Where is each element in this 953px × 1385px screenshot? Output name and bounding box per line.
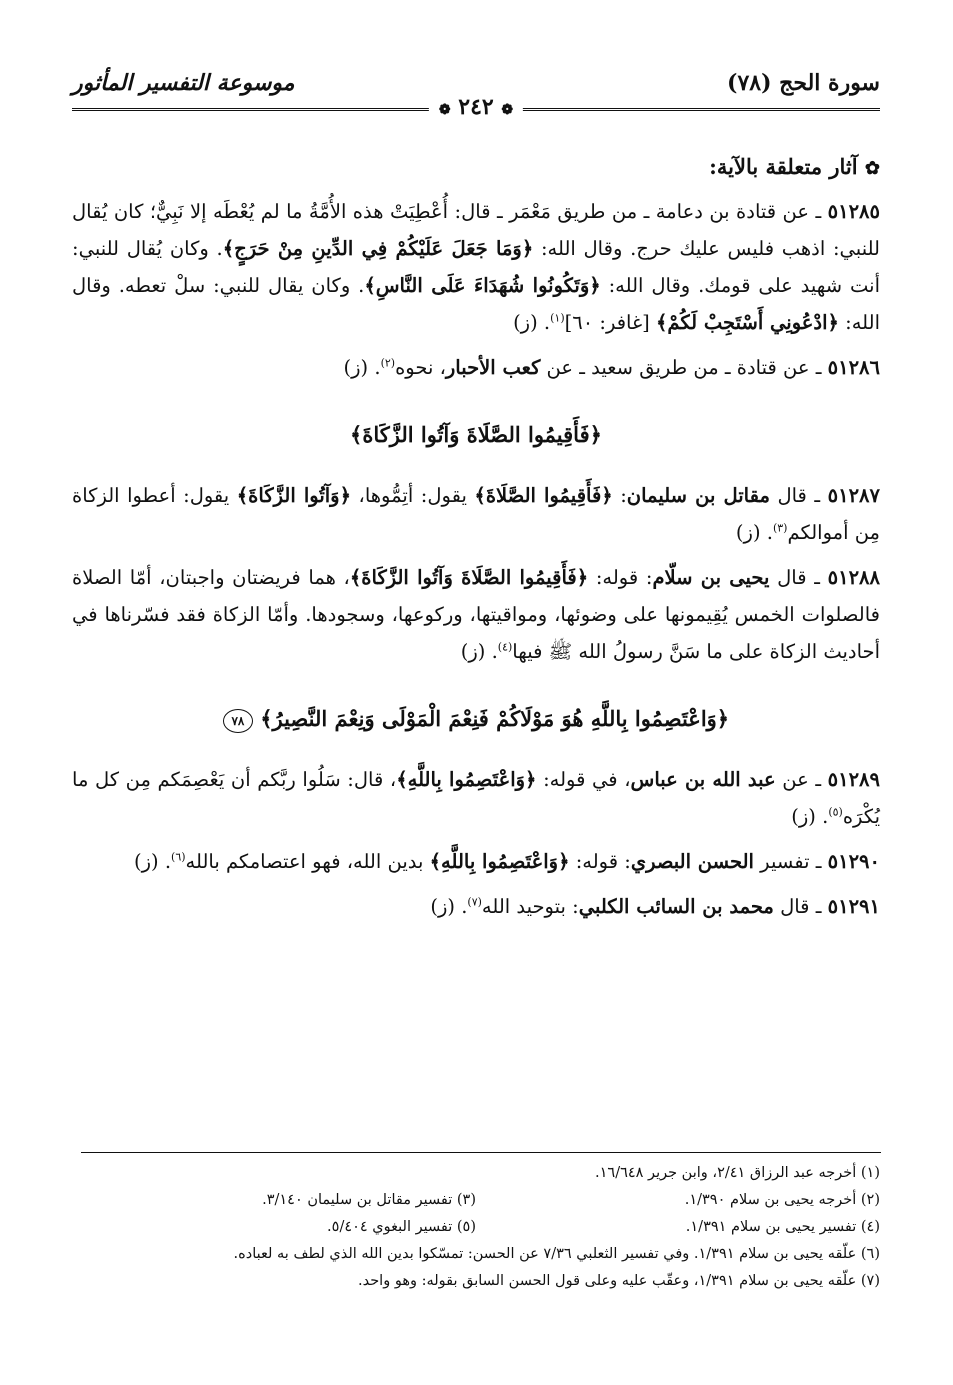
quran-quote: ﴿فَأَقِيمُوا الصَّلَاةَ وَآتُوا الزَّكَاةَ﴾ — [349, 566, 589, 589]
entry-text: ، في قوله: — [536, 768, 631, 791]
page-header — [72, 70, 880, 130]
entry-text: بدين الله، فهو اعتصامكم بالله — [185, 850, 430, 873]
footnotes — [72, 1160, 880, 1295]
ornament-icon: ❁ — [438, 102, 451, 118]
footnote-ref[interactable]: (٢) — [380, 356, 396, 370]
quran-quote: ﴿وَمَا جَعَلَ عَلَيْكُمْ فِي الدِّينِ مِنْ حَرَجٍ﴾ — [222, 237, 534, 260]
entry-number: ٥١٢٨٦ — [827, 356, 880, 379]
entry-text: ـ قال — [773, 895, 828, 918]
quran-quote: ﴿وَتَكُونُوا شُهَدَاءَ عَلَى النَّاسِ﴾ — [364, 274, 601, 297]
entry-number: ٥١٢٩١ — [827, 895, 880, 918]
footnote-row — [72, 1214, 880, 1241]
entry-text: ، هما فريضتان واجبتان، أمّا الصلاة فالصلوات الخمس يُقِيمونها على وضوئها، ومواقيتها، وركوعها، وسجودها. وأمّا الزكاة فقد فسّرناها في أحاديث الزكاة على ما سَنَّ رسولُ الله ﷺ فيها — [72, 566, 880, 663]
footnote-ref[interactable]: (٥) — [828, 805, 843, 819]
entry-51288 — [72, 559, 880, 670]
entry-text: : قوله: — [588, 566, 653, 589]
section-title: آثار متعلقة بالآية: — [709, 154, 858, 179]
entry-text: : — [612, 484, 627, 507]
footnote-ref[interactable]: (٧) — [467, 895, 482, 909]
entry-number: ٥١٢٨٥ — [827, 200, 880, 223]
entry-text: [غافر: ٦٠] — [564, 311, 656, 334]
footnote-ref[interactable]: (٦) — [171, 850, 186, 864]
entry-text: ـ قال — [769, 566, 828, 589]
entry-end: . (ز) — [430, 895, 468, 918]
footnote-5: (٥) تفسير البغوي ٥/٤٠٤. — [327, 1219, 476, 1235]
ayah-number-icon: ٧٨ — [223, 709, 253, 733]
entry-51289 — [72, 761, 880, 835]
entry-text: ـ قال — [769, 484, 828, 507]
footnote-ref[interactable]: (١) — [550, 311, 565, 325]
quran-quote: ﴿وَاعْتَصِمُوا بِاللَّهِ﴾ — [429, 850, 570, 873]
footnote-row — [72, 1187, 880, 1214]
ayah-heading — [72, 700, 880, 737]
entry-text: : قوله: — [569, 850, 631, 873]
book-title: موسوعة التفسير المأثور — [72, 70, 295, 96]
entry-text: : بتوحيد الله — [481, 895, 579, 918]
entry-end: . (ز) — [735, 521, 773, 544]
entry-number: ٥١٢٩٠ — [827, 850, 880, 873]
surah-title: سورة الحج (٧٨) — [727, 70, 880, 96]
ayah-heading: ﴿فَأَقِيمُوا الصَّلَاةَ وَآتُوا الزَّكَاةَ﴾ — [350, 422, 602, 447]
footnote-ref[interactable]: (٣) — [772, 521, 788, 535]
main-text — [72, 148, 880, 933]
ornament-icon: ❁ — [501, 102, 514, 118]
entry-text: ـ عن — [775, 768, 828, 791]
narrator-name: مقاتل بن سليمان — [626, 484, 770, 507]
entry-51291 — [72, 888, 880, 925]
quran-quote: ﴿ادْعُونِي أَسْتَجِبْ لَكُمْ﴾ — [655, 311, 839, 334]
entry-text: . وكان يقال للنبي: سلْ تعطه. وقال الله: — [72, 274, 880, 334]
entry-text: ـ عن قتادة ـ من طريق سعيد ـ عن — [540, 356, 828, 379]
entry-text: ، قال: سَلُوا ربَّكم أن يَعْصِمَكم مِن كل ما يُكْرَه — [72, 768, 880, 828]
entry-text: يقول: أتِمُّوها، — [351, 484, 475, 507]
entry-end: . (ز) — [133, 850, 172, 873]
entry-number: ٥١٢٨٩ — [827, 768, 880, 791]
footnote-ref[interactable]: (٤) — [497, 640, 513, 654]
narrator-name: كعب الأحبار — [445, 356, 541, 379]
entry-number: ٥١٢٨٨ — [827, 566, 880, 589]
entry-end: . (ز) — [343, 356, 381, 379]
narrator-name: يحيى بن سلّام — [652, 566, 770, 589]
footnote-4: (٤) تفسير يحيى بن سلام ١/٣٩١. — [685, 1219, 880, 1235]
narrator-name: عبد الله بن عباس — [630, 768, 776, 791]
section-heading — [72, 148, 880, 187]
entry-text: . وكان يُقال للنبي: أنت شهيد على قومك. وقال الله: — [72, 237, 880, 297]
quran-quote: ﴿وَآتُوا الزَّكَاةَ﴾ — [236, 484, 352, 507]
footnote-6: (٦) علّقه يحيى بن سلام ١/٣٩١. وفي تفسير الثعلبي ٧/٣٦ عن الحسن: تمسّكوا بدين الله الذي لطف به لعباده. — [233, 1246, 880, 1262]
footnote-3: (٣) تفسير مقاتل بن سليمان ٣/١٤٠. — [262, 1192, 476, 1208]
page-number: ٢٤٢ — [458, 94, 494, 120]
narrator-name: الحسن البصري — [630, 850, 754, 873]
footnote-1: (١) أخرجه عبد الرزاق ٢/٤١، وابن جرير ١٦/٦٤٨. — [595, 1165, 880, 1181]
quran-quote: ﴿وَاعْتَصِمُوا بِاللَّهِ﴾ — [396, 768, 537, 791]
entry-51290 — [72, 843, 880, 880]
footnote-7: (٧) علّقه يحيى بن سلام ١/٣٩١، وعقّب عليه وعلى قول الحسن السابق بقوله: وهو واحد. — [358, 1273, 880, 1289]
entry-51286 — [72, 349, 880, 386]
entry-text: ، نحوه — [395, 356, 446, 379]
entry-text: ـ عن قتادة بن دعامة ـ من طريق مَعْمَر ـ قال: أُعْطِيَتْ هذه الأُمَّةُ ما لم يُعْطَه إلا نَبِيٌّ؛ كان يُقال للنبي: اذهب فليس عليك حرج. وقال الله: — [72, 200, 880, 260]
entry-end: . (ز) — [791, 805, 829, 828]
entry-end: . (ز) — [460, 640, 498, 663]
entry-end: . (ز) — [513, 311, 551, 334]
narrator-name: محمد بن السائب الكلبي — [578, 895, 774, 918]
footnote-2: (٢) أخرجه يحيى بن سلام ١/٣٩٠. — [684, 1192, 880, 1208]
ayah-text: ﴿وَاعْتَصِمُوا بِاللَّهِ هُوَ مَوْلَاكُمْ فَنِعْمَ الْمَوْلَى وَنِعْمَ النَّصِيرُ﴾ — [260, 706, 730, 731]
page-number-box — [429, 94, 523, 120]
quran-quote: ﴿فَأَقِيمُوا الصَّلَاةَ﴾ — [474, 484, 613, 507]
footnote-rule — [81, 1152, 881, 1153]
entry-51287 — [72, 477, 880, 551]
entry-51285 — [72, 193, 880, 341]
flower-icon: ✿ — [864, 158, 880, 179]
entry-text: يقول: أعطوا الزكاة مِن أموالكم — [72, 484, 880, 544]
entry-text: ـ تفسير — [753, 850, 828, 873]
entry-number: ٥١٢٨٧ — [827, 484, 880, 507]
